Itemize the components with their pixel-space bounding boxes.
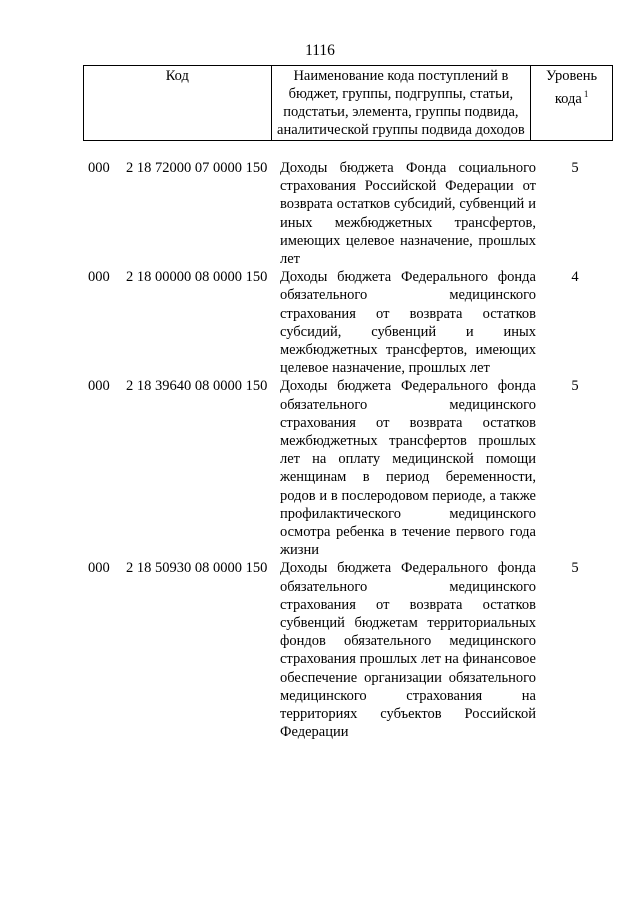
- header-level: Уровень кода: [546, 68, 598, 107]
- column-header-table: [83, 65, 613, 141]
- row-income-code: 2 18 72000 07 0000 150: [126, 160, 268, 176]
- row-income-code: 2 18 50930 08 0000 150: [126, 560, 268, 577]
- table-row: [0, 559, 640, 741]
- row-admin-code: 000: [88, 378, 110, 395]
- header-code: Код: [84, 66, 272, 141]
- header-level-footnote: 1: [583, 89, 589, 99]
- row-income-code: 2 18 00000 08 0000 150: [126, 269, 268, 286]
- row-level: 5: [571, 378, 579, 395]
- row-level: 4: [571, 269, 579, 286]
- row-income-name: Доходы бюджета Фонда социального страхования Российской Федерации от возврата остатков субсидий, субвенций и иных межбюджетных трансфертов, имеющих целевое назначение, прошлых лет: [280, 160, 536, 268]
- row-level: 5: [571, 160, 579, 176]
- row-level: 5: [571, 560, 579, 577]
- header-name: Наименование кода поступлений в бюджет, группы, подгруппы, статьи, подстатьи, элемента, группы подвида, аналитической группы подвида доходов: [271, 66, 531, 141]
- row-income-name: Доходы бюджета Федерального фонда обязательного медицинского страхования от возврата остатков межбюджетных трансфертов прошлых лет на оплату медицинской помощи женщинам в период беременности, родов и в послеродовом периоде, а также профилактического медицинского осмотра ребенка в течение первого года жизни: [280, 378, 536, 559]
- income-code-list: [0, 159, 640, 742]
- header-row: [84, 66, 613, 141]
- table-row: [0, 159, 640, 268]
- table-row: [0, 377, 640, 559]
- row-income-code: 2 18 39640 08 0000 150: [126, 378, 268, 395]
- row-admin-code: 000: [88, 269, 110, 286]
- header-level-cell: [531, 66, 613, 141]
- row-income-name: Доходы бюджета Федерального фонда обязательного медицинского страхования от возврата остатков субсидий, субвенций и иных межбюджетных трансфертов, имеющих целевое назначение, прошлых лет: [280, 269, 536, 377]
- row-income-name: Доходы бюджета Федерального фонда обязательного медицинского страхования от возврата остатков субвенций бюджетам территориальных фондов обязательного медицинского страхования прошлых лет на финансовое обеспечение организации обязательного медицинского страхования на территориях субъектов Российской Федерации: [280, 560, 536, 741]
- row-admin-code: 000: [88, 160, 110, 176]
- page-number: 1116: [305, 42, 335, 59]
- table-row: [0, 268, 640, 377]
- row-admin-code: 000: [88, 560, 110, 577]
